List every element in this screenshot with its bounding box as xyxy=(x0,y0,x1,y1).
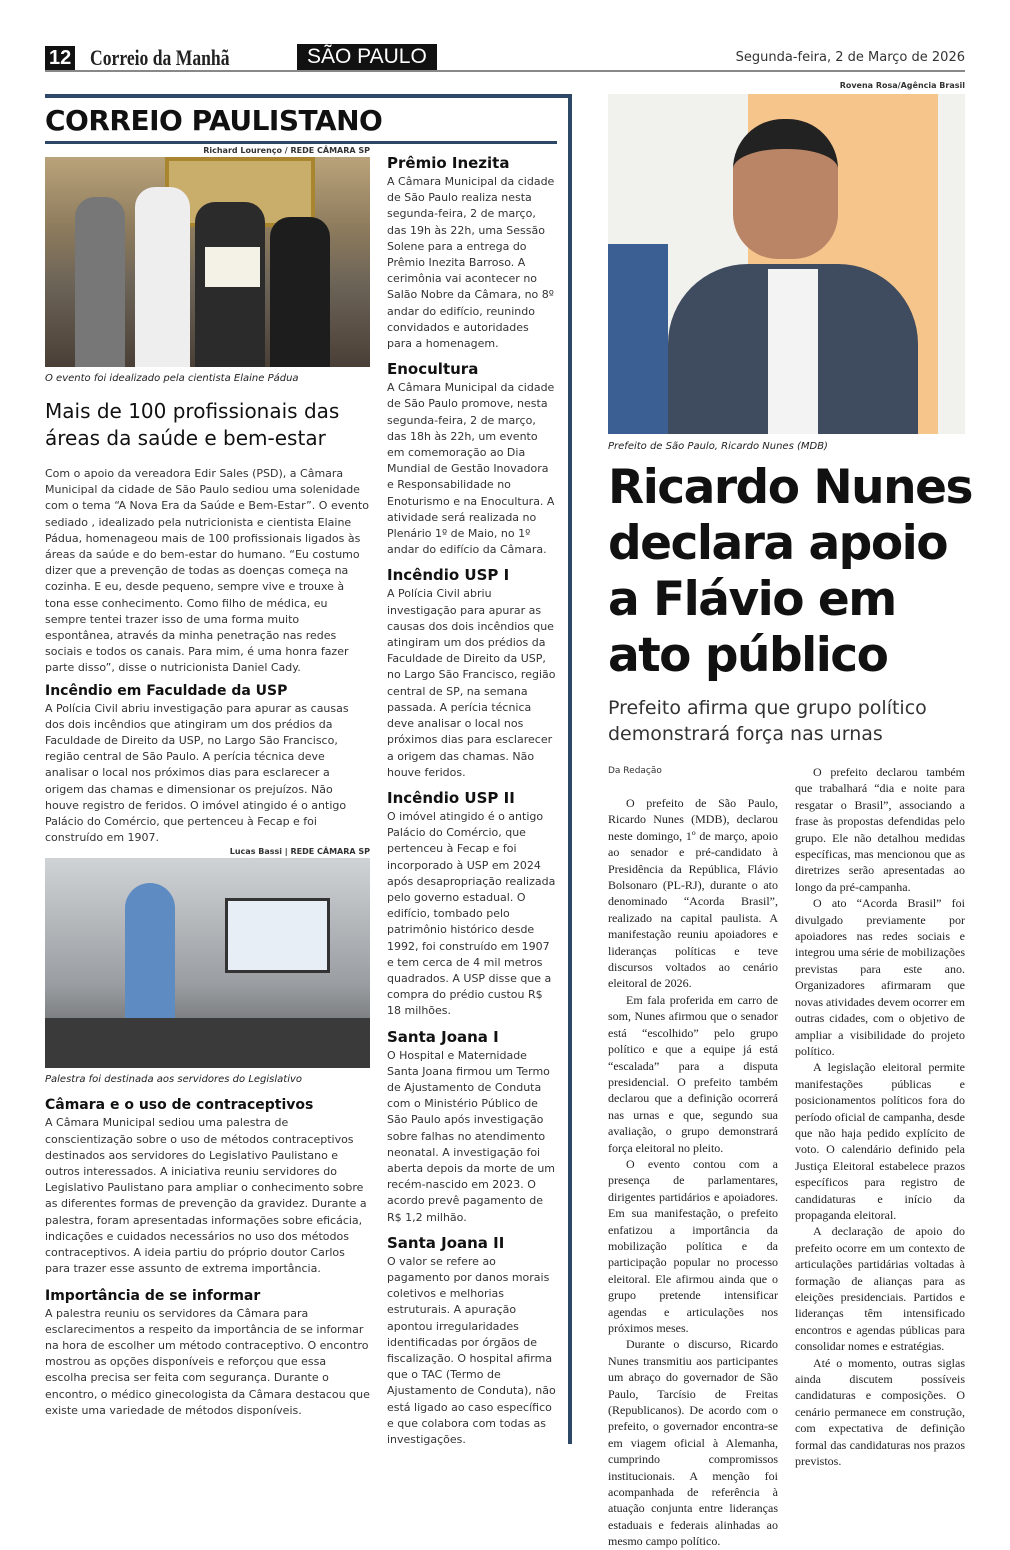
lead-headline: Ricardo Nunes declara apoio a Flávio em ato público xyxy=(608,460,972,683)
paragraph: O ato “Acorda Brasil” foi divulgado previamente por apoiadores nas redes sociais e integrou uma série de mobilizações previstas para este ano. Organizadores afirmaram que novas atividades devem ocorrer em outras cidades, com o objetivo de ampliar a visibilidade do projeto político. xyxy=(795,896,965,1058)
paragraph: O prefeito declarou também que trabalhará “dia e noite para resgatar o Brasil”, associando a frase às propostas defendidas pelo grupo. Ele não detalhou medidas específicas, mas mencionou que as diretrizes serão apresentadas ao longo da pré-campanha. xyxy=(795,765,965,894)
article-body: Com o apoio da vereadora Edir Sales (PSD), a Câmara Municipal da cidade de São Paulo sediou uma solenidade com o tema “A Nova Era da Saúde e Bem-Estar”. O evento sediado , idealizado pela nutricionista e cientista Elaine Pádua, homenageou mais de 100 profissionais ligados às áreas da saúde e do bem-estar do humano. “Eu costumo dizer que a prevenção de todas as doenças começa na cozinha. E eu, desde pequeno, sempre vive e trouxe à tona esse conhecimento. Como filho de médica, eu sempre tentei trazer isso de uma forma muito espontânea, através da minha penetração nas redes sociais e todos os canais. Para mim, é uma honra fazer parte disso”, disse o nutricionista Daniel Cady. xyxy=(45,467,370,675)
page-number: 12 xyxy=(45,46,75,70)
item-title: Enocultura xyxy=(387,360,479,379)
photo-caption: Palestra foi destinada aos servidores do Legislativo xyxy=(45,1074,303,1086)
person xyxy=(270,217,330,367)
item-body: A Câmara Municipal da cidade de São Paulo promove, nesta segunda-feira, 2 de março, das 18h às 22h, um evento em comemoração ao Dia Mundial de Gestão Inovadora e Responsabilidade no Enoturismo e na Enocultura. A atividade será realizada no Plenário 1º de Maio, no 1º andar do edifício da Câmara. xyxy=(387,381,555,557)
section-label: SÃO PAULO xyxy=(297,44,437,70)
paragraph: A legislação eleitoral permite manifestações públicas e posicionamentos políticos fora do período oficial de campanha, desde que não haja pedido explícito de voto. O calendário definido pela Justiça Eleitoral estabelece prazos específicos para registro de candidaturas e início da propaganda eleitoral. xyxy=(795,1060,965,1222)
mayor-photo xyxy=(608,94,965,434)
person xyxy=(75,197,125,367)
issue-date: Segunda-feira, 2 de Março de 2026 xyxy=(735,50,965,65)
column-title: CORREIO PAULISTANO xyxy=(45,104,557,144)
paragraph: Durante o discurso, Ricardo Nunes transmitiu aos participantes um abraço do governador de São Paulo, Tarcísio de Freitas (Republicanos). De acordo com o prefeito, o governador encontra-se em viagem oficial à Alemanha, cumprindo compromissos institucionais. A menção foi acompanhada de referência à atuação conjunta entre lideranças estaduais e federais alinhadas ao mesmo campo político. xyxy=(608,1337,778,1549)
item-body: A Câmara Municipal sediou uma palestra de conscientização sobre o uso de métodos contraceptivos destinados aos servidores do Legislativo Paulistano e outros interessados. A iniciativa reuniu servidores do Legislativo Paulistano para ampliar o conhecimento sobre as diferentes formas de prevenção da gravidez. Durante a palestra, foram apresentadas informações sobre eficácia, indicações e cuidados necessários no uso dos métodos contraceptivos. A ideia partiu do próprio doutor Carlos para trazer esse assunto de extrema importância. xyxy=(45,1116,367,1276)
backdrop xyxy=(608,244,668,434)
paragraph: Em fala proferida em carro de som, Nunes afirmou que o senador está “escolhido” pelo grupo político e que a equipe já está “escalada” para a disputa presidencial. O prefeito também declarou que a definição ocorrerá nas urnas e que, segundo sua avaliação, o grupo demonstrará força eleitoral no pleito. xyxy=(608,992,778,1155)
paragraph: A declaração de apoio do prefeito ocorre em um contexto de articulações partidárias voltadas à formação de alianças para as eleições presidenciais. Partidos e lideranças têm intensificado encontros e agendas públicas para consolidar nomes e estratégias. xyxy=(795,1224,965,1354)
notes-column xyxy=(387,150,557,1448)
photo-caption: Prefeito de São Paulo, Ricardo Nunes (MDB) xyxy=(608,441,828,452)
lead-subheadline: Prefeito afirma que grupo político demonstrará força nas urnas xyxy=(608,697,927,745)
paragraph: Até o momento, outras siglas ainda discutem possíveis candidaturas e composições. O cenário permanece em construção, com expectativa de definição formal das candidaturas nos prazos previstos. xyxy=(795,1355,965,1469)
paragraph: O evento contou com a presença de parlamentares, dirigentes partidários e apoiadores. Em sua manifestação, o prefeito enfatizou a importância da mobilização política e da participação popular no processo eleitoral. Ele afirmou ainda que o grupo pretende intensificar agendas e articulações nos próximos meses. xyxy=(608,1156,778,1335)
projection-screen xyxy=(225,898,330,973)
newspaper-name: Correio da Manhã xyxy=(90,45,230,70)
article-headline: Mais de 100 profissionais das áreas da saúde e bem-estar xyxy=(45,399,340,450)
shirt xyxy=(768,269,818,434)
item-title: Incêndio USP II xyxy=(387,788,515,807)
item-body: A Polícia Civil abriu investigação para apurar as causas dos dois incêndios que atingiram um dos prédios da Faculdade de Direito da USP, no Largo São Francisco, região central de SP, na semana passada. A perícia técnica deve analisar o local nos próximos dias para esclarecer a origem das chamas. Não houve feridos. xyxy=(387,587,556,779)
face xyxy=(733,119,838,259)
certificate xyxy=(205,247,260,287)
page-header xyxy=(45,44,965,72)
left-column xyxy=(45,146,370,1419)
item-title: Incêndio em Faculdade da USP xyxy=(45,682,288,699)
item-title: Importância de se informar xyxy=(45,1287,261,1304)
person xyxy=(135,187,190,367)
item-title: Santa Joana II xyxy=(387,1233,505,1252)
item-title: Câmara e o uso de contraceptivos xyxy=(45,1097,314,1114)
item-body: A Polícia Civil abriu investigação para apurar as causas dos dois incêndios que atingiram um dos prédios da Faculdade de Direito da USP, no Largo São Francisco, região central de São Paulo. A perícia técnica deve analisar o local nos próximos dias para esclarecer a origem das chamas e dimensionar os prejuízos. Não houve registro de feridos. O imóvel atingido é o antigo Palácio do Comércio, que pertenceu à Fecap e foi construído em 1907. xyxy=(45,701,349,845)
photo-credit: Richard Lourenço / REDE CÂMARA SP xyxy=(203,146,370,155)
paragraph: O prefeito de São Paulo, Ricardo Nunes (MDB), declarou neste domingo, 1º de março, apoio ao senador e pré-candidato à Presidência da República, Flávio Bolsonaro (PL-RJ), durante o ato denominado “Acorda Brasil”, realizado na capital paulista. A manifestação reuniu apoiadores e lideranças políticas e teve discursos voltados ao cenário eleitoral de 2026. xyxy=(608,796,778,991)
lead-body-col2 xyxy=(795,764,965,1469)
item-title: Incêndio USP I xyxy=(387,566,510,585)
auditorium-seats xyxy=(45,1018,370,1068)
photo-credit: Lucas Bassi | REDE CÂMARA SP xyxy=(229,847,370,857)
item-body: O imóvel atingido é o antigo Palácio do Comércio, que pertenceu à Fecap e foi incorporado à USP em 2024 após desapropriação realizada pelo governo estadual. O edifício, tombado pelo patrimônio histórico desde 1992, foi construído em 1907 e tem cerca de 4 mil metros quadrados. A USP disse que a compra do prédio custou R$ 18 milhões. xyxy=(387,809,556,1018)
lead-body-col1 xyxy=(608,795,778,1550)
photo-caption: O evento foi idealizado pela cientista Elaine Pádua xyxy=(45,373,299,384)
item-title: Santa Joana I xyxy=(387,1027,499,1046)
photo-credit: Rovena Rosa/Agência Brasil xyxy=(839,81,965,90)
lecture-photo xyxy=(45,858,370,1068)
item-body: A Câmara Municipal da cidade de São Paulo realiza nesta segunda-feira, 2 de março, das 19h às 22h, uma Sessão Solene para a entrega do Prêmio Inezita Barroso. A cerimônia vai acontecer no Salão Nobre da Câmara, no 8º andar do edifício, reunindo convidados e autoridades para a homenagem. xyxy=(387,175,555,351)
item-title: Prêmio Inezita xyxy=(387,154,510,172)
item-body: O valor se refere ao pagamento por danos morais coletivos e melhorias estruturais. A apuração apontou irregularidades identificadas por órgãos de fiscalização. O hospital afirma que o TAC (Termo de Ajustamento de Conduta), não está ligado ao caso específico e que colabora com todas as investigações. xyxy=(387,1254,556,1447)
byline: Da Redação xyxy=(608,766,662,776)
item-body: O Hospital e Maternidade Santa Joana firmou um Termo de Ajustamento de Conduta com o Ministério Público de São Paulo após investigação sobre falhas no atendimento neonatal. A investigação foi aberta depois da morte de um recém-nascido em 2023. O acordo prevê pagamento de R$ 1,2 milhão. xyxy=(387,1048,556,1224)
event-photo xyxy=(45,157,370,367)
item-body: A palestra reuniu os servidores da Câmara para esclarecimentos a respeito da importância de se informar na hora de escolher um método contraceptivo. O encontro mostrou as opções disponíveis e reforçou que essa escolha precisa ser feita com segurança. Durante o encontro, o médico ginecologista da Câmara destacou que existe uma variedade de métodos disponíveis. xyxy=(45,1306,370,1417)
